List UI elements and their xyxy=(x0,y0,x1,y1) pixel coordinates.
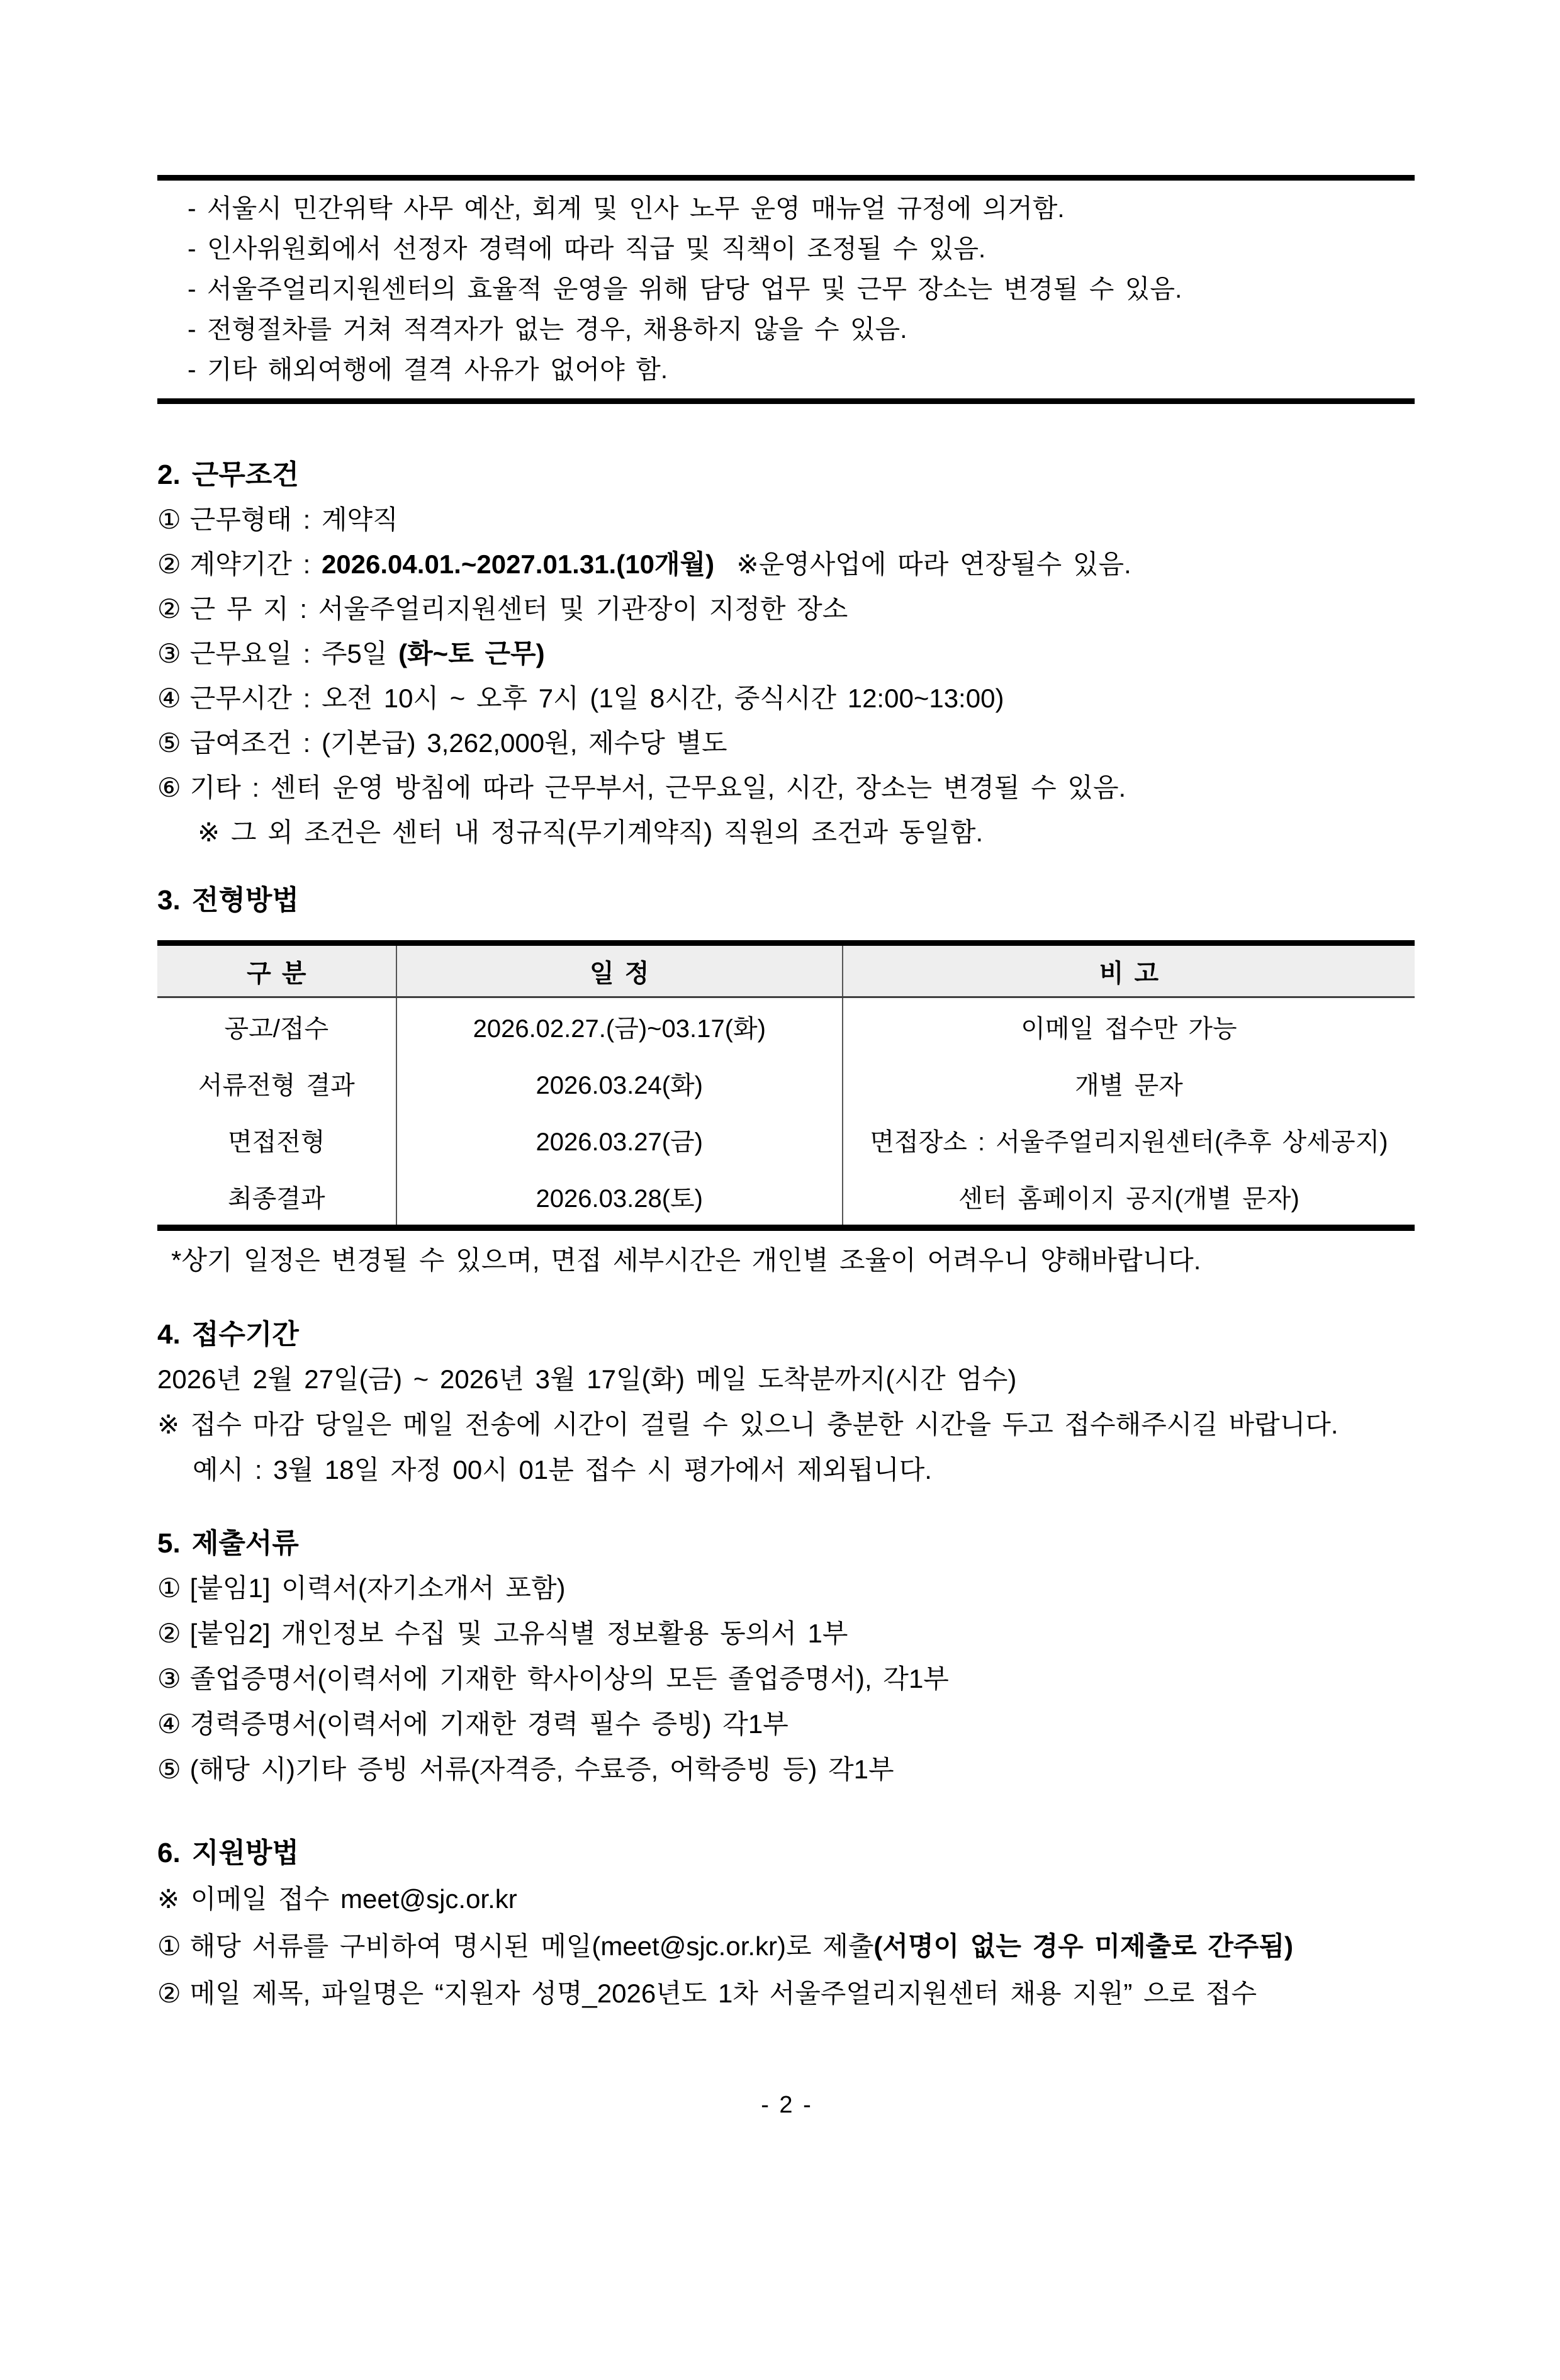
section-required-documents xyxy=(157,1522,1415,1792)
section-title: 3. 전형방법 xyxy=(157,885,299,916)
notice-line: - 기타 해외여행에 결격 사유가 없어야 함. xyxy=(188,355,668,384)
table-note: *상기 일정은 변경될 수 있으며, 면접 세부시간은 개인별 조율이 어려우니 양해바랍니다. xyxy=(171,1245,1201,1275)
item-text: ※운영사업에 따라 연장될수 있음. xyxy=(714,549,1131,579)
section-title: 5. 제출서류 xyxy=(157,1528,299,1559)
table-cell: 센터 홈페이지 공지(개별 문자) xyxy=(843,1168,1415,1228)
table-cell: 면접전형 xyxy=(228,1128,325,1156)
item-marker: ④ xyxy=(157,1709,181,1739)
list-item xyxy=(157,1702,1415,1747)
item-text: (해당 시)기타 증빙 서류(자격증, 수료증, 어학증빙 등) 각1부 xyxy=(189,1754,894,1784)
list-item xyxy=(157,1747,1415,1792)
table-row xyxy=(157,1055,1415,1111)
list-item xyxy=(157,1656,1415,1702)
schedule-table xyxy=(157,940,1415,1231)
list-item xyxy=(157,1970,1415,2017)
item-text: 근무요일 : 주5일 xyxy=(189,639,399,668)
page-number: - 2 - xyxy=(761,2092,811,2118)
table-cell: 면접장소 : 서울주얼리지원센터(추후 상세공지) xyxy=(843,1111,1415,1168)
item-text: [붙임1] 이력서(자기소개서 포함) xyxy=(189,1573,566,1603)
body-line: 예시 : 3월 18일 자정 00시 01분 접수 시 평가에서 제외됩니다. xyxy=(193,1455,932,1485)
list-item xyxy=(157,1611,1415,1656)
section-reception-period xyxy=(157,1313,1415,1493)
table-cell: 서류전형 결과 xyxy=(198,1071,355,1099)
list-item xyxy=(157,676,1415,721)
section-title: 6. 지원방법 xyxy=(157,1838,299,1868)
section-title: 4. 접수기간 xyxy=(157,1319,299,1350)
item-marker: ② xyxy=(157,594,181,624)
section-selection-method xyxy=(157,878,1415,1283)
item-text: 경력증명서(이력서에 기재한 경력 필수 증빙) 각1부 xyxy=(189,1709,788,1739)
list-item xyxy=(157,542,1415,587)
notice-line: - 서울시 민간위탁 사무 예산, 회계 및 인사 노무 운영 매뉴얼 규정에 의거함. xyxy=(188,194,1065,223)
item-marker: ⑤ xyxy=(157,728,181,758)
item-marker: ⑥ xyxy=(157,773,181,802)
table-cell: 최종결과 xyxy=(228,1184,325,1213)
item-text: 메일 제목, 파일명은 “지원자 성명_2026년도 1차 서울주얼리지원센터 채용 지원” 으로 접수 xyxy=(189,1979,1257,2008)
list-item xyxy=(157,1566,1415,1611)
notice-line: - 인사위원회에서 선정자 경력에 따라 직급 및 직책이 조정될 수 있음. xyxy=(188,234,986,263)
item-text: 급여조건 : (기본급) 3,262,000원, 제수당 별도 xyxy=(189,728,727,758)
item-text: 근무형태 : 계약직 xyxy=(189,505,398,534)
section-title: 2. 근무조건 xyxy=(157,459,299,490)
item-text: 해당 서류를 구비하여 명시된 메일(meet@sjc.or.kr)로 제출 xyxy=(189,1931,874,1961)
table-cell: 공고/접수 xyxy=(224,1014,329,1043)
table-cell: 2026.03.24(화) xyxy=(396,1055,843,1111)
item-marker: ② xyxy=(157,1979,181,2008)
item-text-bold: (화~토 근무) xyxy=(398,639,545,668)
table-row xyxy=(157,1111,1415,1168)
item-text: 기타 : 센터 운영 방침에 따라 근무부서, 근무요일, 시간, 장소는 변경될 수 있음. xyxy=(189,773,1126,802)
item-marker: ① xyxy=(157,1573,181,1603)
table-header-row xyxy=(157,943,1415,997)
item-text-bold: (서명이 없는 경우 미제출로 간주됨) xyxy=(873,1931,1294,1961)
notice-line: - 서울주얼리지원센터의 효율적 운영을 위해 담당 업무 및 근무 장소는 변경될 수 있음. xyxy=(188,274,1182,303)
list-item xyxy=(157,587,1415,631)
notice-box xyxy=(157,175,1415,404)
item-marker: ② xyxy=(157,1619,181,1648)
item-marker: ⑤ xyxy=(157,1754,181,1784)
section-note: ※ 그 외 조건은 센터 내 정규직(무기계약직) 직원의 조건과 동일함. xyxy=(198,817,984,847)
notice-line: - 전형절차를 거쳐 적격자가 없는 경우, 채용하지 않을 수 있음. xyxy=(188,315,907,344)
list-item xyxy=(157,721,1415,765)
body-line: ※ 접수 마감 당일은 메일 전송에 시간이 걸릴 수 있으니 충분한 시간을 두고 접수해주시길 바랍니다. xyxy=(157,1410,1338,1439)
item-text: 졸업증명서(이력서에 기재한 학사이상의 모든 졸업증명서), 각1부 xyxy=(189,1664,949,1693)
email-line: ※ 이메일 접수 meet@sjc.or.kr xyxy=(157,1884,517,1914)
item-marker: ① xyxy=(157,505,181,534)
item-marker: ④ xyxy=(157,683,181,713)
item-marker: ③ xyxy=(157,639,181,668)
table-cell: 2026.02.27.(금)~03.17(화) xyxy=(396,997,843,1055)
item-text-bold: 2026.04.01.~2027.01.31.(10개월) xyxy=(321,549,715,579)
table-cell: 2026.03.28(토) xyxy=(396,1168,843,1228)
item-text: 근 무 지 : 서울주얼리지원센터 및 기관장이 지정한 장소 xyxy=(189,594,848,624)
item-marker: ③ xyxy=(157,1664,181,1693)
list-item xyxy=(157,765,1415,810)
item-text: [붙임2] 개인정보 수집 및 고유식별 정보활용 동의서 1부 xyxy=(189,1619,848,1648)
table-header-cell: 비 고 xyxy=(843,943,1415,997)
item-marker: ② xyxy=(157,549,181,579)
table-cell: 개별 문자 xyxy=(843,1055,1415,1111)
table-row xyxy=(157,1168,1415,1228)
document-page xyxy=(0,175,1560,2124)
body-line: 2026년 2월 27일(금) ~ 2026년 3월 17일(화) 메일 도착분까지(시간 엄수) xyxy=(157,1364,1017,1394)
item-text: 근무시간 : 오전 10시 ~ 오후 7시 (1일 8시간, 중식시간 12:00~13:00) xyxy=(189,683,1004,713)
list-item xyxy=(157,497,1415,542)
table-header-cell: 구 분 xyxy=(157,943,396,997)
table-row xyxy=(157,997,1415,1055)
list-item xyxy=(157,631,1415,676)
table-cell: 2026.03.27(금) xyxy=(396,1111,843,1168)
table-header-cell: 일 정 xyxy=(396,943,843,997)
section-how-to-apply xyxy=(157,1831,1415,2017)
item-marker: ① xyxy=(157,1931,181,1961)
table-cell: 이메일 접수만 가능 xyxy=(843,997,1415,1055)
list-item xyxy=(157,1923,1415,1970)
section-work-conditions xyxy=(157,453,1415,855)
item-text: 계약기간 : xyxy=(189,549,322,579)
